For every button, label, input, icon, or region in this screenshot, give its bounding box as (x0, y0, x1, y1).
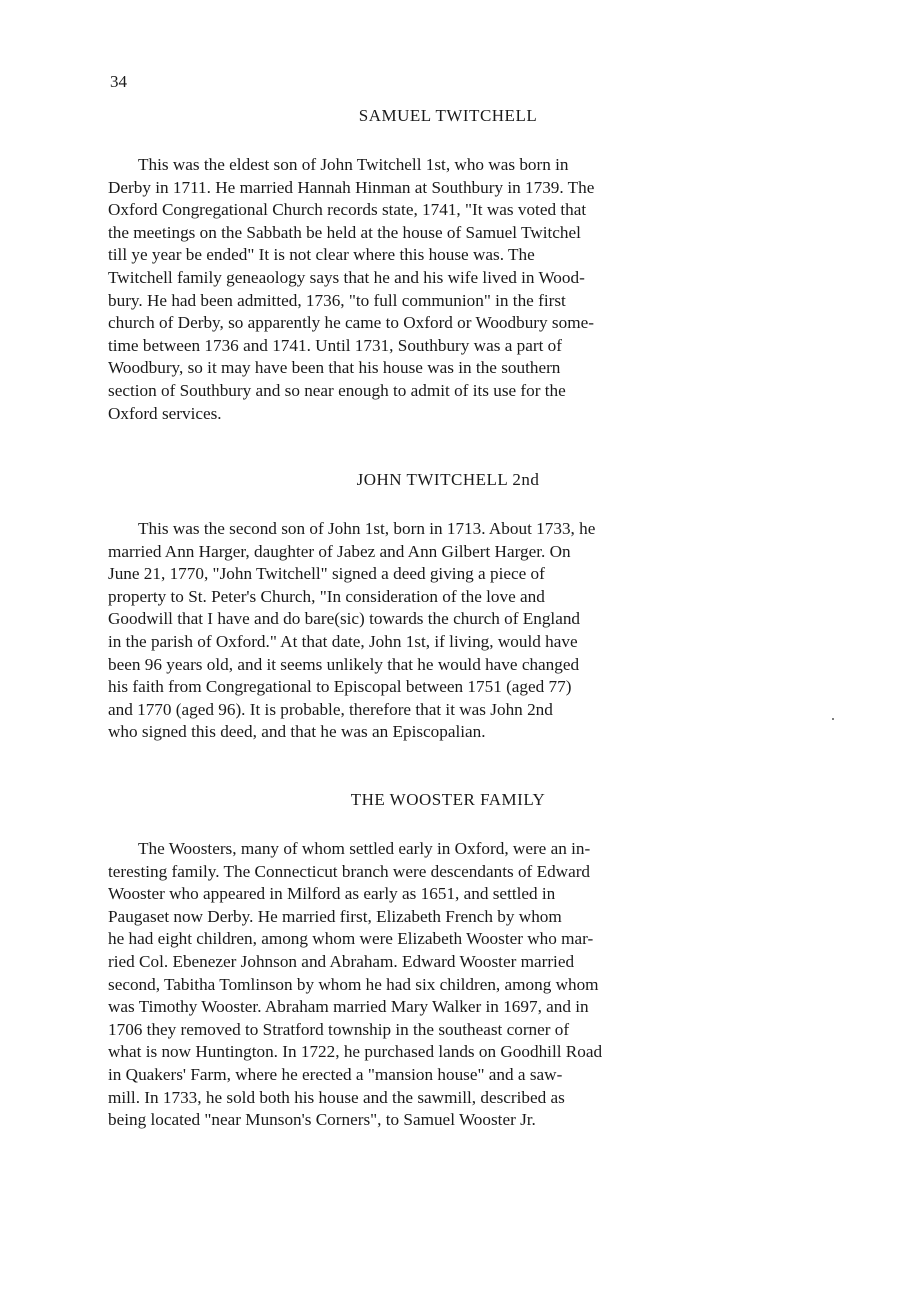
text-line: This was the eldest son of John Twitchell 1st, who was born in (138, 155, 569, 174)
text-line: Goodwill that I have and do bare(sic) towards the church of England (108, 609, 581, 629)
paragraph (108, 154, 788, 425)
text-line: mill. In 1733, he sold both his house and the sawmill, described as (108, 1087, 565, 1107)
text-line: who signed this deed, and that he was an Episcopalian. (108, 722, 486, 742)
text-line: in the parish of Oxford." At that date, John 1st, if living, would have (108, 631, 578, 651)
paragraph (108, 838, 788, 1132)
text-line: in Quakers' Farm, where he erected a "mansion house" and a saw- (108, 1064, 563, 1084)
text-line: he had eight children, among whom were Elizabeth Wooster who mar- (108, 929, 594, 949)
text-line: being located "near Munson's Corners", to Samuel Wooster Jr. (108, 1110, 536, 1130)
scan-speck (832, 718, 834, 720)
text-line: time between 1736 and 1741. Until 1731, Southbury was a part of (108, 335, 562, 355)
section-wooster-family (108, 790, 788, 1132)
text-line: the meetings on the Sabbath be held at the house of Samuel Twitchel (108, 222, 581, 242)
text-line: church of Derby, so apparently he came to Oxford or Woodbury some- (108, 313, 594, 333)
text-line: ried Col. Ebenezer Johnson and Abraham. Edward Wooster married (108, 951, 575, 971)
section-john-twitchell-2nd (108, 470, 788, 744)
section-samuel-twitchell (108, 106, 788, 425)
page-number: 34 (110, 72, 127, 91)
text-line: Oxford services. (108, 403, 222, 423)
text-line: Oxford Congregational Church records state, 1741, "It was voted that (108, 200, 587, 220)
text-line: This was the second son of John 1st, born in 1713. About 1733, he (138, 519, 596, 538)
text-line: June 21, 1770, "John Twitchell" signed a deed giving a piece of (108, 564, 545, 584)
text-line: and 1770 (aged 96). It is probable, therefore that it was John 2nd (108, 699, 553, 719)
text-line: Derby in 1711. He married Hannah Hinman at Southbury in 1739. The (108, 177, 595, 197)
text-line: till ye year be ended" It is not clear where this house was. The (108, 245, 535, 265)
text-line: married Ann Harger, daughter of Jabez and Ann Gilbert Harger. On (108, 541, 571, 561)
text-line: Woodbury, so it may have been that his house was in the southern (108, 358, 561, 378)
text-line: teresting family. The Connecticut branch were descendants of Edward (108, 861, 591, 881)
section-title: SAMUEL TWITCHELL (358, 106, 538, 125)
text-line: The Woosters, many of whom settled early in Oxford, were an in- (138, 839, 591, 858)
text-line: 1706 they removed to Stratford township in the southeast corner of (108, 1019, 570, 1039)
section-title: JOHN TWITCHELL 2nd (356, 470, 540, 489)
text-line: Twitchell family geneaology says that he and his wife lived in Wood- (108, 267, 585, 287)
text-line: was Timothy Wooster. Abraham married Mary Walker in 1697, and in (108, 997, 589, 1017)
text-line: Paugaset now Derby. He married first, Elizabeth French by whom (108, 906, 562, 926)
text-line: what is now Huntington. In 1722, he purchased lands on Goodhill Road (108, 1042, 603, 1062)
text-line: bury. He had been admitted, 1736, "to full communion" in the first (108, 290, 566, 310)
text-line: property to St. Peter's Church, "In consideration of the love and (108, 586, 545, 606)
text-line: his faith from Congregational to Episcopal between 1751 (aged 77) (108, 677, 572, 697)
section-title: THE WOOSTER FAMILY (350, 790, 546, 809)
paragraph (108, 518, 788, 744)
text-line: second, Tabitha Tomlinson by whom he had six children, among whom (108, 974, 599, 994)
text-line: section of Southbury and so near enough to admit of its use for the (108, 380, 566, 400)
text-line: been 96 years old, and it seems unlikely that he would have changed (108, 654, 580, 674)
text-line: Wooster who appeared in Milford as early as 1651, and settled in (108, 884, 556, 904)
